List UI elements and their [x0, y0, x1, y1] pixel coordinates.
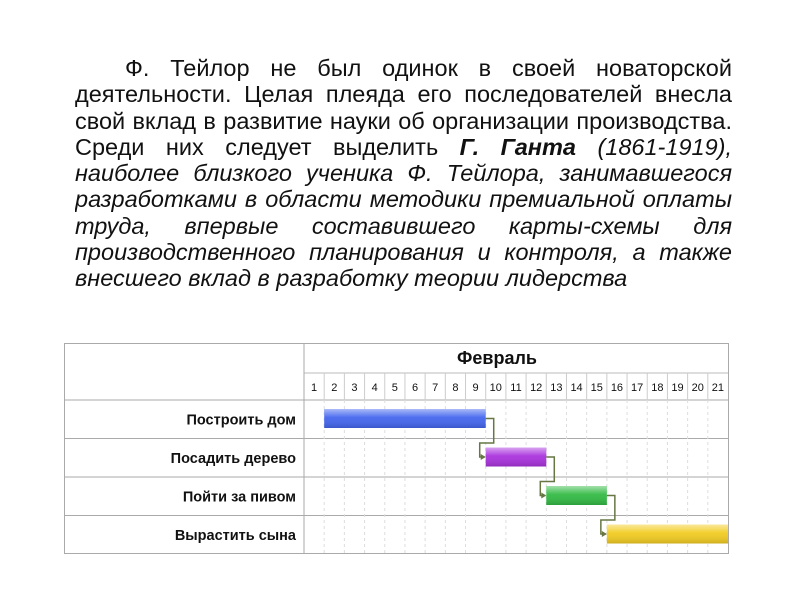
- day-label: 17: [631, 382, 644, 394]
- day-label: 1: [311, 382, 318, 394]
- day-label: 16: [610, 382, 624, 394]
- day-label: 15: [590, 382, 603, 394]
- day-label: 12: [530, 382, 543, 394]
- task-label: Вырастить сына: [174, 527, 296, 544]
- day-label: 11: [510, 382, 522, 394]
- task-label: Пойти за пивом: [182, 489, 296, 506]
- task-label: Посадить дерево: [170, 450, 296, 467]
- gantt-chart: [64, 343, 729, 554]
- task-bar-shade: [607, 525, 728, 544]
- day-label: 19: [671, 382, 684, 394]
- gantt-name: Г. Ганта: [459, 133, 576, 160]
- chart-frame: [65, 344, 729, 554]
- day-label: 9: [472, 382, 479, 394]
- day-label: 18: [651, 382, 664, 394]
- gantt-svg: [64, 343, 729, 554]
- day-label: 7: [432, 382, 439, 394]
- day-label: 20: [691, 382, 704, 394]
- day-label: 6: [411, 382, 419, 394]
- body-text: [75, 55, 732, 342]
- day-label: 3: [351, 382, 358, 394]
- task-bar-shade: [486, 448, 547, 467]
- day-label: 2: [331, 382, 338, 394]
- text-part-1: Ф. Тейлор не был одинок в своей новаторской деятельности. Целая плеяда его последователей внесла свой вклад в развитие науки об организации производства. Среди них следует выделить: [75, 55, 732, 160]
- day-label: 21: [711, 382, 725, 394]
- task-label: Построить дом: [186, 412, 296, 429]
- day-label: 10: [489, 382, 502, 394]
- text-part-2: (1861-1919), наиболее близкого ученика Ф. Тейлора, занимавшегося разработками в области методики премиальной оплаты труда, впервые составившего карты-схемы для производственного планирования и контроля, а также внесшего вклад в разработку теории лидерства: [75, 133, 732, 292]
- day-label: 14: [570, 382, 583, 394]
- paragraph: [75, 55, 732, 292]
- day-label: 8: [452, 382, 459, 394]
- month-title: Февраль: [457, 348, 537, 368]
- task-bar-shade: [324, 409, 486, 428]
- day-label: 4: [371, 382, 378, 394]
- task-bar-shade: [546, 486, 607, 505]
- day-label: 5: [391, 382, 398, 394]
- day-label: 13: [550, 382, 563, 394]
